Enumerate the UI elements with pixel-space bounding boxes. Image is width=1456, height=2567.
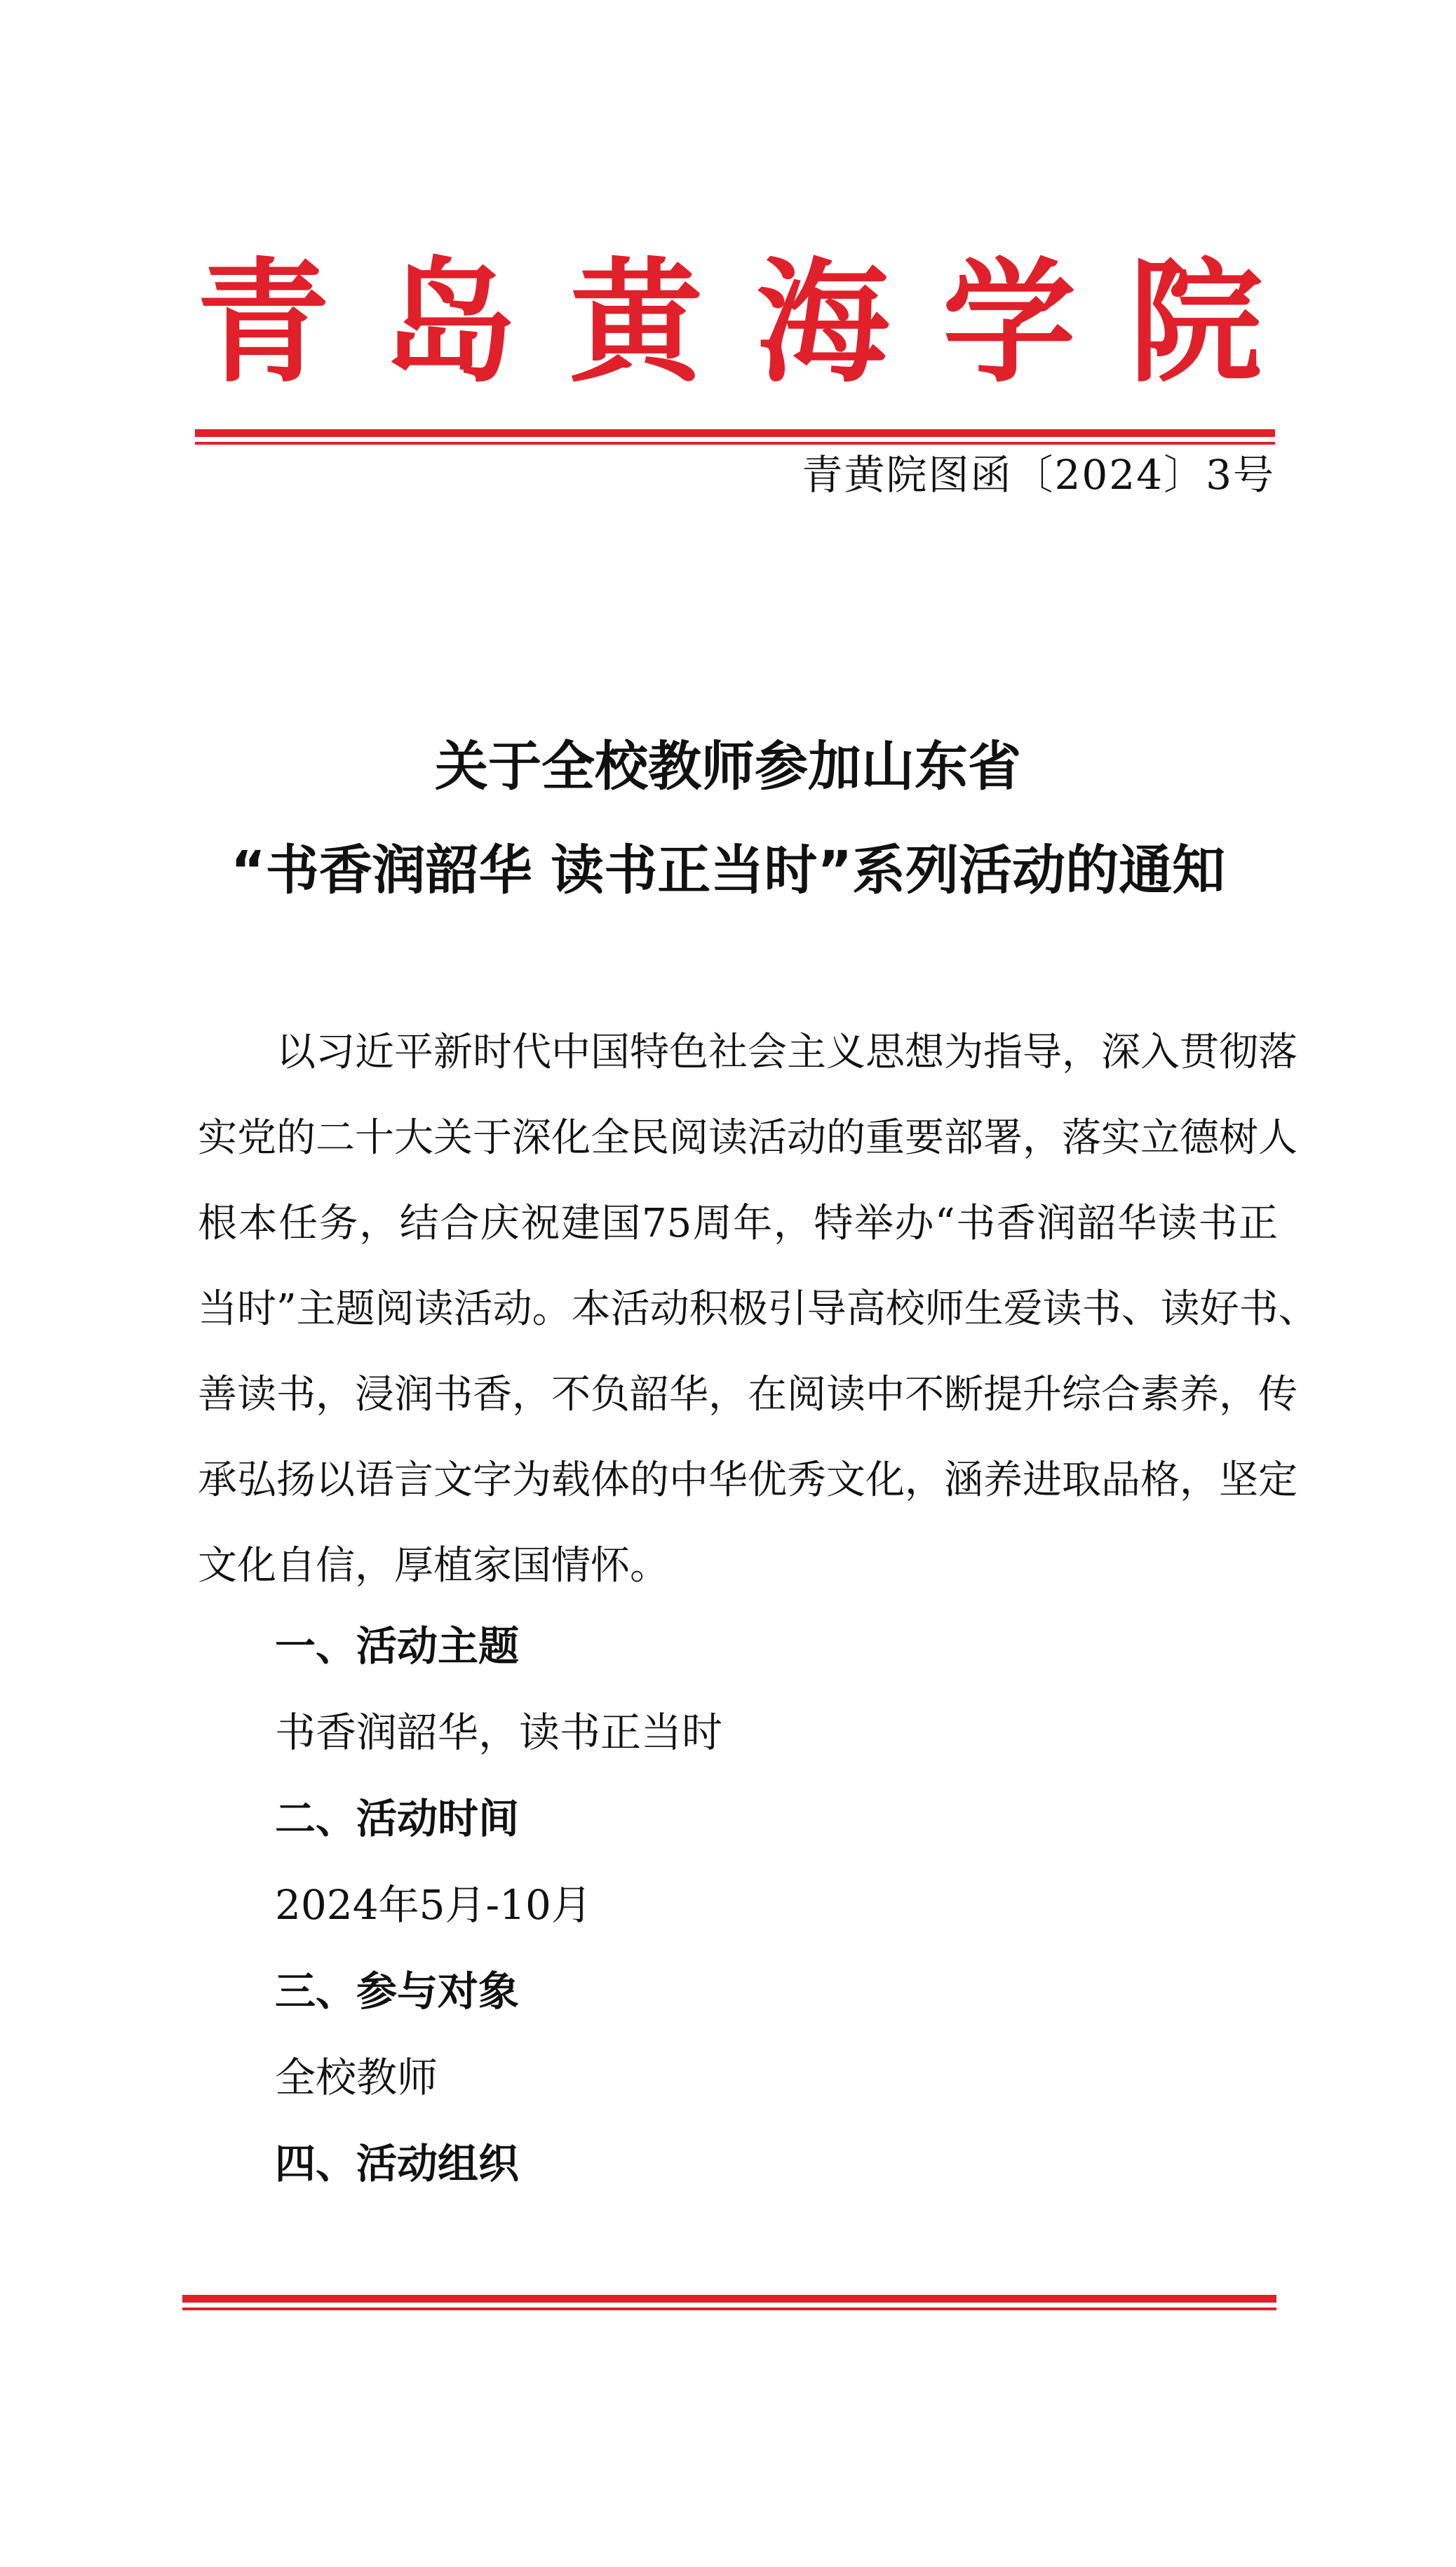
org-name-char: 岛 (382, 244, 516, 400)
org-name-char: 青 (196, 244, 330, 400)
section-heading-time: 二、活动时间 (275, 1795, 520, 1842)
intro-paragraph (198, 1010, 1318, 1609)
header-rule-thick (195, 429, 1275, 437)
section-content-time: 2024年5月-10月 (275, 1881, 592, 1929)
org-name-char: 学 (942, 244, 1076, 400)
org-name-char: 院 (1128, 244, 1262, 400)
title-line-2: “书香润韶华 读书正当时”系列活动的通知 (230, 839, 1226, 901)
title-line-1: 关于全校教师参加山东省 (435, 735, 1021, 797)
section-heading-theme: 一、活动主题 (275, 1622, 520, 1670)
header-rule-thin (195, 442, 1275, 445)
document-number: 青黄院图函〔2024〕3号 (802, 451, 1275, 499)
org-name-header (196, 242, 1262, 403)
paragraph-line: 文化自信，厚植家国情怀。 (198, 1543, 669, 1589)
section-heading-organization: 四、活动组织 (275, 2140, 520, 2188)
paragraph-line: 当时”主题阅读活动。本活动积极引导高校师生爱读书、读好书、 (198, 1286, 1318, 1332)
paragraph-line: 以习近平新时代中国特色社会主义思想为指导，深入贯彻落 (276, 1030, 1297, 1075)
paragraph-line: 根本任务，结合庆祝建国75周年，特举办“书香润韶华读书正 (198, 1201, 1278, 1246)
paragraph-line: 善读书，浸润书香，不负韶华，在阅读中不断提升综合素养，传 (198, 1372, 1297, 1417)
paragraph-line: 实党的二十大关于深化全民阅读活动的重要部署，落实立德树人 (198, 1115, 1297, 1161)
footer-rule-thin (182, 2307, 1276, 2310)
org-name-char: 黄 (569, 244, 703, 400)
section-content-participants: 全校教师 (275, 2054, 438, 2101)
paragraph-line: 承弘扬以语言文字为载体的中华优秀文化，涵养进取品格，坚定 (198, 1457, 1297, 1503)
org-name-char: 海 (755, 244, 889, 400)
section-heading-participants: 三、参与对象 (275, 1967, 520, 2015)
footer-rule-thick (182, 2295, 1276, 2303)
section-content-theme: 书香润韶华，读书正当时 (275, 1709, 723, 1756)
